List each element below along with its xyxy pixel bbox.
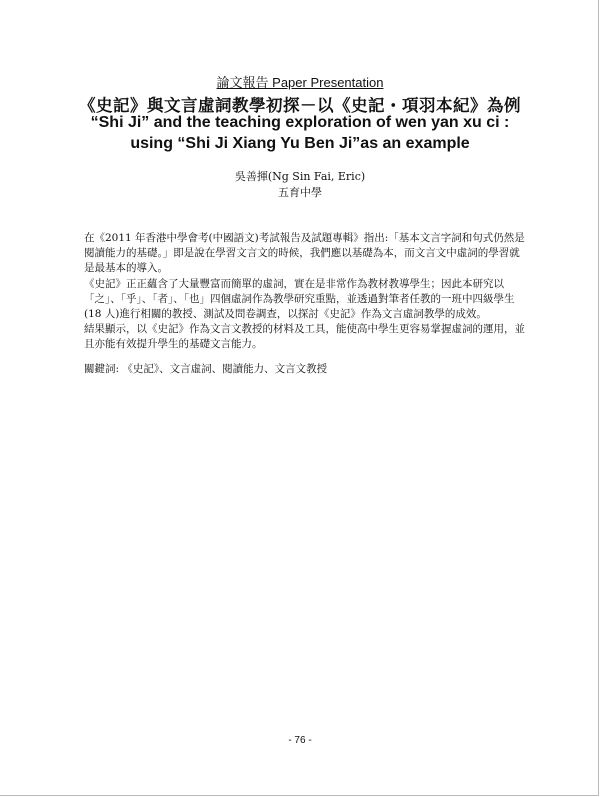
- paper-title-chinese: 《史記》與文言虛詞教學初探－以《史記・項羽本紀》為例: [79, 96, 521, 115]
- page-number: - 76 -: [288, 735, 312, 746]
- keywords: 關鍵詞: 《史記》、文言虛詞、閱讀能力、文言文教授: [84, 363, 328, 375]
- abstract: [84, 231, 528, 353]
- abstract-paragraph: 結果顯示，以《史記》作為文言文教授的材料及工具，能使高中學生更容易掌握虛詞的運用，並且亦能有效提升學生的基礎文言能力。: [84, 323, 525, 351]
- paper-title-english: “Shi Ji” and the teaching exploration of wen yan xu ci : using “Shi Ji Xiang Yu Ben Ji”as an example: [90, 114, 510, 152]
- abstract-paragraph: 在《2011 年香港中學會考(中國語文)考試報告及試題專輯》指出:「基本文言字詞和句式仍然是閱讀能力的基礎。」即是說在學習文言文的時候，我們應以基礎為本，而文言文中虛詞的學習就是最基本的導入。: [84, 232, 525, 275]
- author-name: 吳善揮(Ng Sin Fai, Eric): [234, 170, 366, 183]
- section-label: [0, 72, 600, 91]
- abstract-paragraph: 《史記》正正蘊含了大量豐富而簡單的虛詞，實在是非常作為教材教導學生；因此本研究以「之」、「乎」、「者」、「也」四個虛詞作為教學研究重點，並透過對筆者任教的一班中四級學生(18 人)進行相關的教授、測試及問卷調查，以探討《史記》作為文言虛詞教學的成效。: [84, 277, 515, 321]
- section-label-text: 論文報告 Paper Presentation: [216, 75, 384, 90]
- author-affiliation: 五育中學: [278, 186, 322, 199]
